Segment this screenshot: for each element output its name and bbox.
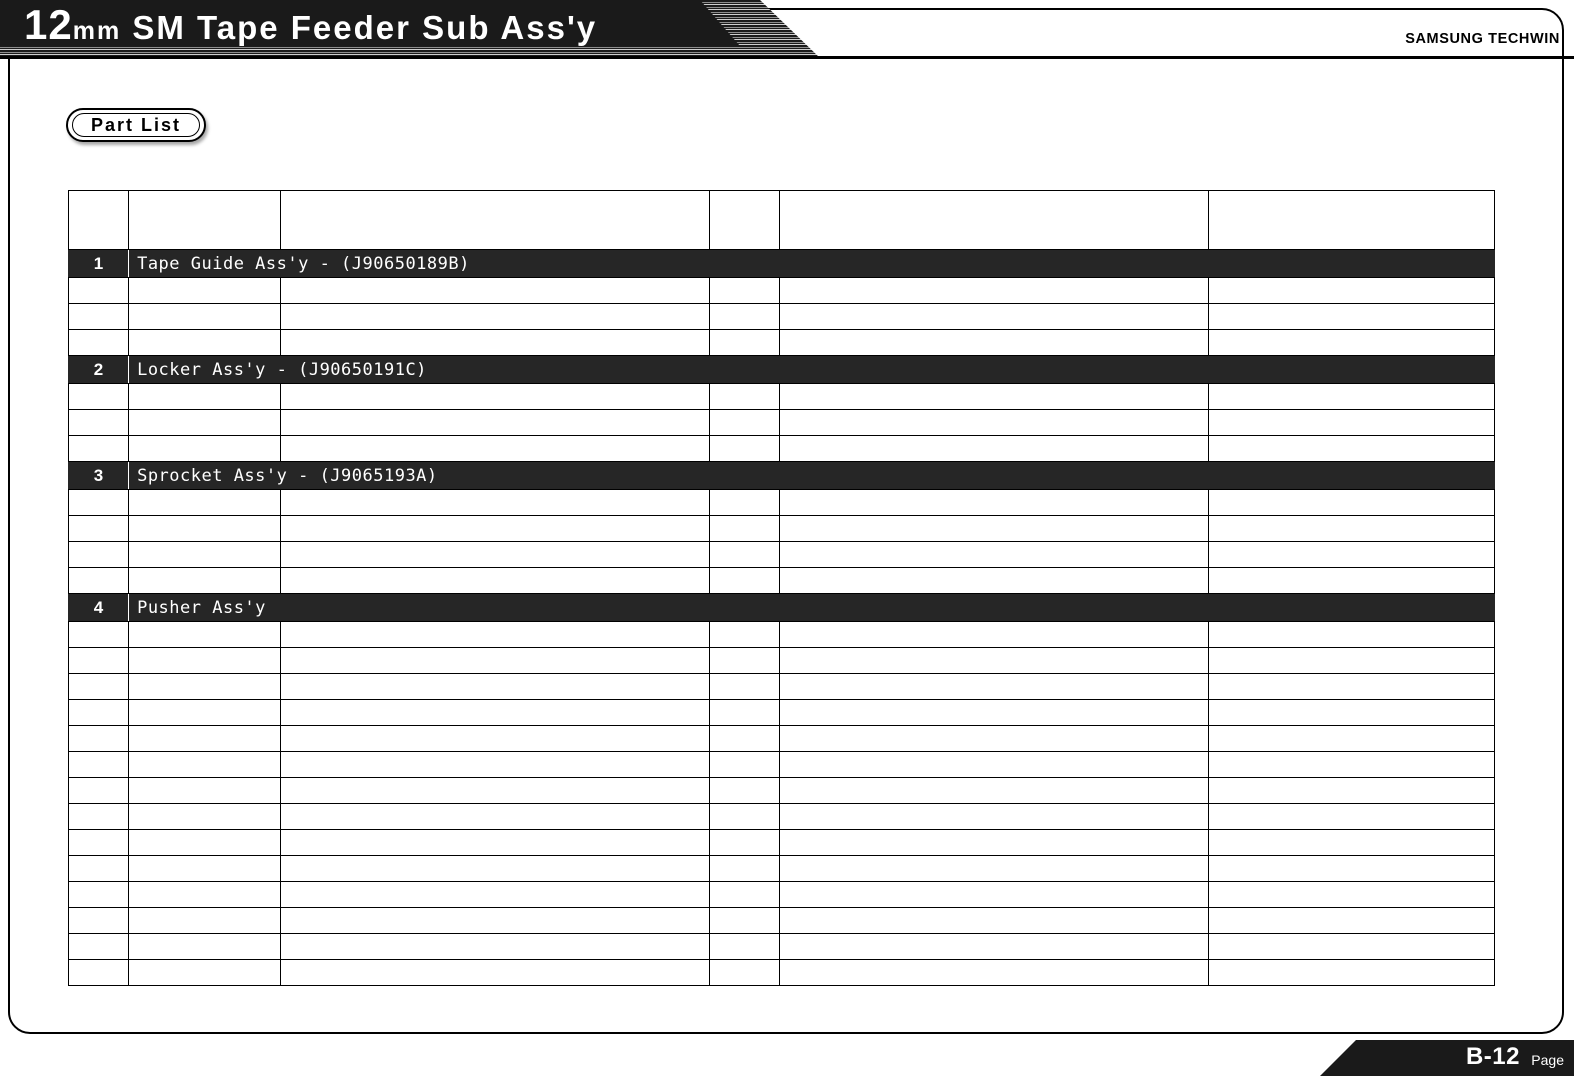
table-cell [1208, 726, 1494, 752]
table-cell [779, 908, 1208, 934]
table-section-title: Pusher Ass'y [129, 594, 1495, 622]
table-cell [69, 882, 129, 908]
table-cell [129, 490, 281, 516]
table-cell [129, 830, 281, 856]
table-section-title: Sprocket Ass'y - (J9065193A) [129, 462, 1495, 490]
table-cell [281, 490, 710, 516]
table-cell [1208, 752, 1494, 778]
table-cell [281, 648, 710, 674]
table-cell [69, 568, 129, 594]
page-number: B-12 [1465, 1043, 1520, 1070]
table-cell [281, 778, 710, 804]
table-cell [1208, 490, 1494, 516]
table-row [69, 436, 1495, 462]
table-cell [779, 882, 1208, 908]
table-cell [709, 622, 779, 648]
table-cell [129, 384, 281, 410]
table-cell [709, 700, 779, 726]
table-cell [281, 882, 710, 908]
table-cell [281, 436, 710, 462]
table-cell [709, 960, 779, 986]
table-cell [709, 516, 779, 542]
page-title-rest: SM Tape Feeder Sub Ass'y [132, 9, 598, 46]
table-cell [709, 726, 779, 752]
table-row [69, 516, 1495, 542]
table-cell [709, 568, 779, 594]
table-row [69, 278, 1495, 304]
table-cell [69, 542, 129, 568]
table-cell [1208, 622, 1494, 648]
header-divider [0, 56, 1574, 59]
table-cell [1208, 856, 1494, 882]
table-cell [1208, 304, 1494, 330]
table-cell [779, 542, 1208, 568]
table-cell [1208, 934, 1494, 960]
table-cell [779, 648, 1208, 674]
table-cell [709, 856, 779, 882]
table-cell [709, 674, 779, 700]
table-cell [69, 330, 129, 356]
table-cell [1208, 436, 1494, 462]
table-cell [779, 856, 1208, 882]
table-cell [69, 304, 129, 330]
table-row [69, 622, 1495, 648]
table-section-row [69, 462, 1495, 490]
table-cell [129, 622, 281, 648]
table-cell [779, 516, 1208, 542]
table-cell [69, 516, 129, 542]
table-cell [281, 856, 710, 882]
table-header-cell-no [69, 191, 129, 250]
table-cell [281, 700, 710, 726]
table-cell [281, 542, 710, 568]
table-cell [129, 752, 281, 778]
table-row [69, 568, 1495, 594]
table-cell [709, 278, 779, 304]
table-cell [1208, 516, 1494, 542]
page-label: Page [1531, 1052, 1564, 1068]
table-cell [281, 410, 710, 436]
table-cell [69, 934, 129, 960]
table-row [69, 542, 1495, 568]
table-cell [709, 304, 779, 330]
table-header-row [69, 191, 1495, 250]
page-title-unit: mm [72, 17, 122, 45]
page-title-prefix: 12 [24, 1, 73, 48]
table-cell [779, 804, 1208, 830]
table-row [69, 908, 1495, 934]
table-row [69, 384, 1495, 410]
table-cell [709, 830, 779, 856]
table-cell [1208, 410, 1494, 436]
table-cell [129, 278, 281, 304]
table-cell [69, 960, 129, 986]
table-cell [709, 778, 779, 804]
table-cell [129, 674, 281, 700]
table-cell [1208, 648, 1494, 674]
table-cell [129, 436, 281, 462]
table-cell [1208, 674, 1494, 700]
table-row [69, 960, 1495, 986]
table-cell [69, 490, 129, 516]
table-cell [69, 700, 129, 726]
table-cell [281, 908, 710, 934]
table-cell [1208, 568, 1494, 594]
table-cell [69, 830, 129, 856]
header-banner [0, 0, 820, 58]
table-cell [69, 384, 129, 410]
table-cell [779, 622, 1208, 648]
table-row [69, 778, 1495, 804]
table-cell [281, 304, 710, 330]
table-row [69, 304, 1495, 330]
table-cell [129, 568, 281, 594]
table-section-title: Tape Guide Ass'y - (J90650189B) [129, 250, 1495, 278]
table-cell [779, 674, 1208, 700]
table-cell [129, 934, 281, 960]
table-cell [281, 960, 710, 986]
table-section-number: 4 [69, 594, 129, 622]
table-row [69, 856, 1495, 882]
table-cell [779, 778, 1208, 804]
table-cell [281, 384, 710, 410]
table-cell [709, 384, 779, 410]
table-cell [69, 778, 129, 804]
table-cell [281, 804, 710, 830]
table-cell [779, 304, 1208, 330]
table-cell [779, 726, 1208, 752]
table-row [69, 490, 1495, 516]
table-header-cell-remark [779, 191, 1208, 250]
table-cell [281, 278, 710, 304]
table-cell [779, 278, 1208, 304]
table-cell [129, 410, 281, 436]
table-header-cell-qty [709, 191, 779, 250]
table-cell [1208, 330, 1494, 356]
table-cell [129, 726, 281, 752]
table-cell [1208, 778, 1494, 804]
table-row [69, 726, 1495, 752]
table-cell [1208, 804, 1494, 830]
table-cell [129, 804, 281, 830]
table-cell [69, 410, 129, 436]
table-cell [1208, 908, 1494, 934]
table-cell [281, 726, 710, 752]
table-cell [779, 410, 1208, 436]
table-cell [69, 752, 129, 778]
table-section-row [69, 250, 1495, 278]
table-row [69, 410, 1495, 436]
table-cell [1208, 278, 1494, 304]
table-cell [779, 568, 1208, 594]
table-cell [69, 856, 129, 882]
table-row [69, 674, 1495, 700]
table-cell [779, 960, 1208, 986]
table-cell [281, 830, 710, 856]
table-cell [709, 330, 779, 356]
table-cell [1208, 830, 1494, 856]
table-row [69, 804, 1495, 830]
part-list-label: Part List [90, 114, 182, 135]
table-section-row [69, 356, 1495, 384]
table-cell [281, 622, 710, 648]
table-cell [129, 960, 281, 986]
table-cell [69, 804, 129, 830]
table-cell [129, 856, 281, 882]
table-cell [1208, 960, 1494, 986]
table-cell [1208, 700, 1494, 726]
table-cell [281, 934, 710, 960]
table-header-cell-description [281, 191, 710, 250]
table-cell [779, 330, 1208, 356]
table-cell [281, 568, 710, 594]
table-cell [281, 330, 710, 356]
table-cell [69, 278, 129, 304]
table-row [69, 330, 1495, 356]
parts-table-body [69, 191, 1495, 986]
table-cell [779, 934, 1208, 960]
table-cell [69, 908, 129, 934]
table-cell [1208, 542, 1494, 568]
table-cell [129, 304, 281, 330]
table-cell [281, 752, 710, 778]
table-row [69, 648, 1495, 674]
table-cell [779, 436, 1208, 462]
table-cell [709, 436, 779, 462]
table-cell [779, 700, 1208, 726]
part-list-badge [66, 108, 206, 142]
table-row [69, 700, 1495, 726]
table-section-number: 3 [69, 462, 129, 490]
table-cell [281, 674, 710, 700]
table-cell [129, 648, 281, 674]
page-title [24, 1, 598, 52]
table-row [69, 934, 1495, 960]
table-cell [69, 436, 129, 462]
table-cell [709, 542, 779, 568]
table-cell [709, 490, 779, 516]
table-cell [129, 700, 281, 726]
table-cell [709, 648, 779, 674]
table-cell [69, 674, 129, 700]
table-cell [709, 934, 779, 960]
table-cell [779, 384, 1208, 410]
table-cell [779, 490, 1208, 516]
table-cell [69, 726, 129, 752]
table-cell [69, 648, 129, 674]
table-row [69, 752, 1495, 778]
table-cell [129, 542, 281, 568]
table-section-number: 2 [69, 356, 129, 384]
table-row [69, 830, 1495, 856]
brand-label: SAMSUNG TECHWIN [1405, 31, 1560, 47]
table-cell [129, 882, 281, 908]
table-header-cell-code [129, 191, 281, 250]
table-cell [709, 752, 779, 778]
table-cell [709, 882, 779, 908]
table-cell [779, 830, 1208, 856]
part-list-badge-inner [72, 113, 200, 137]
parts-table [68, 190, 1495, 986]
table-cell [69, 622, 129, 648]
table-cell [129, 908, 281, 934]
table-cell [779, 752, 1208, 778]
table-cell [1208, 384, 1494, 410]
table-cell [129, 516, 281, 542]
table-cell [281, 516, 710, 542]
table-header-cell-extra [1208, 191, 1494, 250]
table-cell [1208, 882, 1494, 908]
table-cell [709, 410, 779, 436]
table-cell [129, 330, 281, 356]
table-cell [709, 804, 779, 830]
table-cell [129, 778, 281, 804]
table-section-title: Locker Ass'y - (J90650191C) [129, 356, 1495, 384]
table-row [69, 882, 1495, 908]
table-section-number: 1 [69, 250, 129, 278]
table-cell [709, 908, 779, 934]
table-section-row [69, 594, 1495, 622]
